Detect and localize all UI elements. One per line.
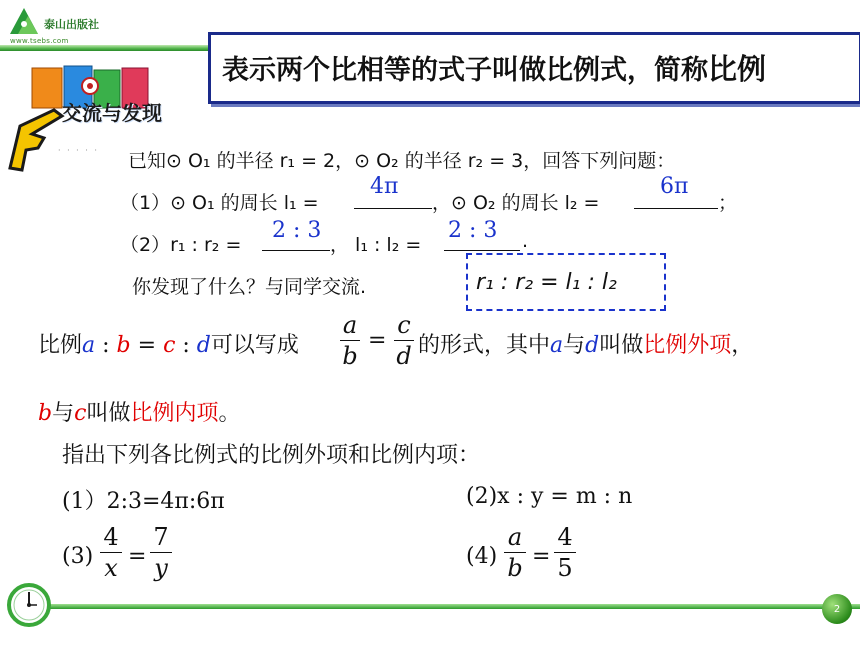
exercise-1: (1）2:3=4π:6π <box>62 489 225 514</box>
question-1-end: ； <box>718 192 738 214</box>
exercise-4-fraction-2: 4 5 <box>554 524 576 581</box>
exercise-prompt: 指出下列各比例式的比例外项和比例内项： <box>62 443 481 468</box>
clock-icon <box>6 582 52 628</box>
decorative-dots: · · · · · <box>58 146 99 155</box>
logo-url: www.tsebs.com <box>10 37 69 45</box>
exercise-4-equals: = <box>532 544 551 569</box>
logo-name: 泰山出版社 <box>44 18 99 31</box>
page-number: 2 <box>822 594 852 624</box>
fraction-c-over-d: c d <box>394 312 414 369</box>
definition-line-2: b与c叫做比例内项。 <box>38 401 241 426</box>
answer-underline-3 <box>262 250 330 251</box>
answer-circumference-ratio: 2 : 3 <box>448 218 498 243</box>
answer-underline-2 <box>634 208 718 209</box>
title-emphasis: 比例 <box>708 52 767 86</box>
definition-line-1-end: 的形式，其中a与d叫做比例外项， <box>418 333 754 358</box>
answer-circumference-2: 6π <box>660 174 689 199</box>
bottom-green-bar <box>40 604 860 609</box>
title-main: 表示两个比相等的式子叫做比例式，简称 <box>222 55 708 86</box>
fraction-a-over-b: a b <box>340 312 360 369</box>
term-inner: 比例内项 <box>130 401 219 426</box>
exercise-2: (2)x : y = m : n <box>466 484 633 509</box>
answer-radius-ratio: 2 : 3 <box>272 218 322 243</box>
exercise-3-label: (3) <box>62 544 94 569</box>
question-intro: 已知⊙ O₁ 的半径 r₁ = 2，⊙ O₂ 的半径 r₂ = 3，回答下列问题： <box>128 150 676 172</box>
answer-underline-1 <box>354 208 432 209</box>
question-2-mid: ， l₁ : l₂ = <box>330 234 422 256</box>
exercise-3-fraction-2: 7 y <box>150 524 172 581</box>
fraction-equals: = <box>368 328 387 353</box>
exercise-3-equals: = <box>128 544 147 569</box>
term-outer: 比例外项 <box>643 333 732 358</box>
exercise-4-label: (4) <box>466 544 498 569</box>
exercise-3-fraction-1: 4 x <box>100 524 122 581</box>
boxed-proportion: r₁ : r₂ = l₁ : l₂ <box>476 270 617 295</box>
question-1-label: （1）⊙ O₁ 的周长 l₁ = <box>120 192 319 214</box>
question-1-mid: ，⊙ O₂ 的周长 l₂ = <box>432 192 600 214</box>
question-3: 你发现了什么？与同学交流. <box>132 276 367 298</box>
answer-circumference-1: 4π <box>370 174 399 199</box>
question-2-end: . <box>522 230 529 252</box>
question-2-label: （2）r₁ : r₂ = <box>120 234 242 256</box>
answer-underline-4 <box>444 250 520 251</box>
definition-line-1: 比例a : b = c : d可以写成 <box>38 333 299 358</box>
page-title <box>222 47 766 88</box>
section-heading: 交流与发现 <box>62 101 162 125</box>
exercise-4-fraction-1: a b <box>504 524 526 581</box>
